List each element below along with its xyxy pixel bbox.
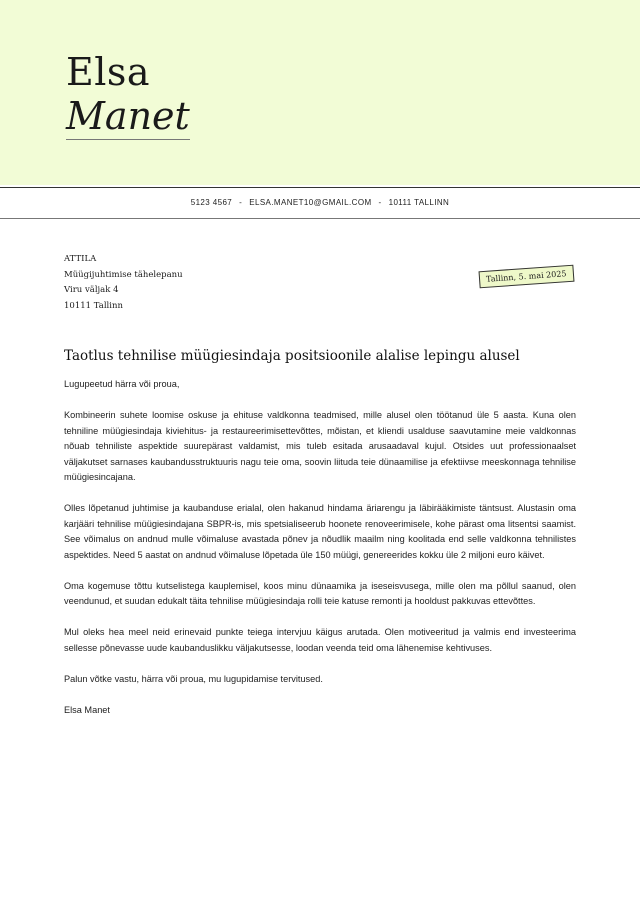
contact-separator: -	[239, 198, 243, 207]
recipient-attention: Müügijuhtimise tähelepanu	[64, 269, 183, 280]
letter-signature: Elsa Manet	[64, 704, 110, 715]
contact-address: 10111 TALLINN	[388, 198, 450, 207]
contact-phone: 5123 4567	[190, 198, 233, 207]
letter-greeting: Lugupeetud härra või proua,	[64, 379, 180, 389]
contact-bar	[0, 187, 640, 219]
letter-body	[64, 377, 576, 734]
recipient-city: 10111 Tallinn	[64, 300, 123, 311]
letter-subject: Taotlus tehnilise müügiesindaja positsioonile alalise lepingu alusel	[64, 348, 520, 364]
letter-paragraph: Olles lõpetanud juhtimise ja kaubanduse erialal, olen hakanud hindama äriarengu ja läbirääkimiste täntsust. Alustasin oma karjääri tehnilise müügiesindajana SBPR-is, mis spetsialiseerub hoonete renoveerimisele, kohe pärast oma litsentsi saamist. See võimalus on andnud mulle võimaluse avastada põnev ja nõudlik maailm ning koolitada end selle valdkonna tehnilistes aspektides. Need 5 aastat on andnud võimaluse lõpetada üle 150 müügi, genereerides kokku üle 2 miljoni euro käivet.	[64, 503, 576, 560]
applicant-name	[66, 50, 190, 140]
letter-closing: Palun võtke vastu, härra või proua, mu lugupidamise tervitused.	[64, 673, 323, 684]
recipient-street: Viru väljak 4	[64, 285, 119, 295]
letter-paragraph: Kombineerin suhete loomise oskuse ja ehituse valdkonna teadmised, mille alusel olen töötanud üle 5 aasta. Kuna olen tehniline müügiesindaja kiviehitus- ja restaureerimisettevõttes, mõistan, et kliendi usalduse saavutamine meie valdkonnas nõuab tehniliste aspektide suurepärast valdamist, mis tuleb esitada arusaadaval kujul. Otsides uut professionaalset väljakutset sarnases kaubandusstruktuuris nagu teie oma, soovin liituda teie dünaamilise ja efektiivse meeskonnaga tehnilise müügiesincajana.	[64, 410, 576, 482]
letter-paragraph: Mul oleks hea meel neid erinevaid punkte teiega intervjuu käigus arutada. Olen motiveeritud ja valmis end investeerima sellesse põnevasse uude kaubanduslikku väljakutsesse, loodan veenda teid oma lähenemise kehtivuses.	[64, 627, 576, 653]
recipient-block	[64, 252, 183, 314]
contact-separator: -	[378, 198, 382, 207]
recipient-company: ATTILA	[64, 254, 97, 264]
first-name: Elsa	[66, 50, 151, 94]
letter-paragraph: Oma kogemuse tõttu kutselistega kauplemisel, koos minu dünaamika ja iseseisvusega, mille olen ma põllul saanud, olen veendunud, et suudan edukalt täita tehnilise müügiesindaja rolli teie katuse remonti ja hooldust pakkuvas ettevõttes.	[64, 580, 576, 606]
header-banner	[0, 0, 640, 185]
last-name: Manet	[66, 94, 190, 138]
date-badge: Tallinn, 5. mai 2025	[479, 265, 575, 289]
contact-email: ELSA.MANET10@GMAIL.COM	[249, 198, 372, 207]
